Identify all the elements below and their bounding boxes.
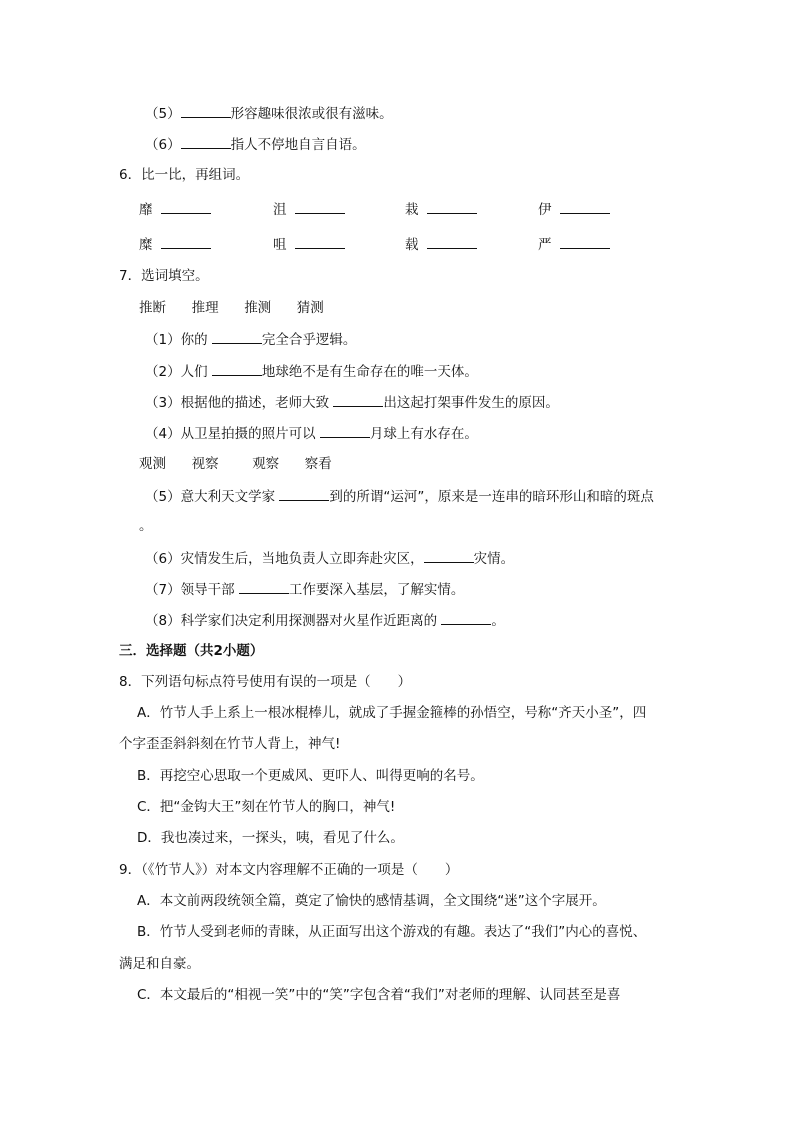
word-option: 推理 — [191, 300, 219, 316]
question-9-stem: 9．（《竹节人》）对本文内容理解不正确的一项是（ ） — [119, 862, 459, 878]
word-option: 猜测 — [296, 300, 324, 316]
compare-cell — [405, 200, 477, 219]
compare-cell — [273, 200, 345, 219]
item-prefix: （1）你的 — [145, 332, 212, 348]
answer-blank[interactable] — [427, 200, 477, 214]
item-text: 到的所谓“运河”，原来是一连串的暗环形山和暗的斑点 — [329, 489, 654, 505]
compare-cell — [273, 235, 345, 254]
character: 沮 — [273, 202, 287, 218]
question-6-title: 6．比一比，再组词。 — [119, 167, 250, 183]
q5-item-5 — [145, 104, 393, 123]
item-prefix: （6）灾情发生后，当地负责人立即奔赴灾区， — [145, 551, 424, 567]
q7-item-8 — [145, 611, 505, 630]
question-8-stem: 8．下列语句标点符号使用有误的一项是（ ） — [119, 674, 412, 690]
item-text: 地球绝不是有生命存在的唯一天体。 — [261, 364, 478, 380]
option-b[interactable]: B．竹节人受到老师的青睐，从正面写出这个游戏的有趣。表达了“我们”内心的喜悦、 — [137, 924, 647, 940]
answer-blank[interactable] — [560, 235, 610, 249]
answer-blank[interactable] — [212, 362, 262, 376]
q7-item-6 — [145, 549, 514, 568]
compare-cell — [538, 200, 610, 219]
character: 咀 — [273, 237, 287, 253]
answer-blank[interactable] — [181, 135, 231, 149]
item-text: 月球上有水存在。 — [369, 426, 478, 442]
option-c[interactable]: C．把“金钩大王”刻在竹节人的胸口，神气! — [137, 799, 396, 815]
item-text: 灾情。 — [473, 551, 515, 567]
option-a-continued: 个字歪歪斜斜刻在竹节人背上，神气! — [119, 736, 341, 752]
word-option: 察看 — [304, 456, 332, 472]
option-d[interactable]: D．我也凑过来，一探头，咦，看见了什么。 — [137, 830, 404, 846]
answer-blank[interactable] — [161, 200, 211, 214]
answer-blank[interactable] — [161, 235, 211, 249]
word-option: 视察 — [191, 456, 219, 472]
character: 载 — [405, 237, 419, 253]
q7-item-5 — [145, 487, 654, 506]
item-prefix: （5）意大利天文学家 — [145, 489, 280, 505]
answer-blank[interactable] — [441, 611, 491, 625]
item-text: 工作要深入基层，了解实情。 — [288, 582, 465, 598]
word-option: 观察 — [252, 456, 280, 472]
character: 糜 — [139, 237, 153, 253]
q7-item-1 — [145, 330, 356, 349]
compare-cell — [405, 235, 477, 254]
compare-cell — [139, 235, 211, 254]
item-text: 。 — [491, 613, 505, 629]
item-prefix: （4）从卫星拍摄的照片可以 — [145, 426, 320, 442]
word-option: 推断 — [139, 300, 166, 316]
answer-blank[interactable] — [239, 580, 289, 594]
item-prefix: （5） — [145, 106, 181, 122]
answer-blank[interactable] — [424, 549, 474, 563]
word-bank — [139, 299, 324, 317]
item-text: 形容趣味很浓或很有滋味。 — [230, 106, 393, 122]
q7-item-3 — [145, 393, 559, 412]
answer-blank[interactable] — [212, 330, 262, 344]
item-prefix: （3）根据他的描述，老师大致 — [145, 395, 334, 411]
q5-item-6 — [145, 135, 366, 154]
answer-blank[interactable] — [333, 393, 383, 407]
q7-item-4 — [145, 424, 478, 443]
option-b[interactable]: B．再挖空心思取一个更威风、更吓人、叫得更响的名号。 — [137, 768, 484, 784]
item-prefix: （2）人们 — [145, 364, 212, 380]
word-option: 观测 — [139, 456, 166, 472]
answer-blank[interactable] — [295, 235, 345, 249]
question-7-title: 7．选词填空。 — [119, 268, 209, 284]
q7-item-7 — [145, 580, 464, 599]
answer-blank[interactable] — [320, 424, 370, 438]
item-text: 完全合乎逻辑。 — [261, 332, 357, 348]
character: 严 — [538, 237, 552, 253]
answer-blank[interactable] — [181, 104, 231, 118]
item-prefix: （7）领导干部 — [145, 582, 239, 598]
option-a[interactable]: A．竹节人手上系上一根冰棍棒儿，就成了手握金箍棒的孙悟空，号称“齐天小圣”，四 — [137, 705, 647, 721]
compare-cell — [538, 235, 610, 254]
word-bank — [139, 455, 332, 473]
q7-item-5-continued: 。 — [139, 518, 153, 534]
item-text: 出这起打架事件发生的原因。 — [383, 395, 559, 411]
character: 栽 — [405, 202, 419, 218]
option-c[interactable]: C．本文最后的“相视一笑”中的“笑”字包含着“我们”对老师的理解、认同甚至是喜 — [137, 987, 621, 1003]
character: 伊 — [538, 202, 552, 218]
answer-blank[interactable] — [560, 200, 610, 214]
item-text: 指人不停地自言自语。 — [230, 137, 366, 153]
option-a[interactable]: A．本文前两段统领全篇，奠定了愉快的感情基调，全文围绕“迷”这个字展开。 — [137, 893, 606, 909]
q7-item-2 — [145, 362, 478, 381]
item-prefix: （6） — [145, 137, 181, 153]
compare-cell — [139, 200, 211, 219]
section-heading: 三．选择题（共2小题） — [119, 643, 264, 659]
answer-blank[interactable] — [427, 235, 477, 249]
answer-blank[interactable] — [295, 200, 345, 214]
answer-blank[interactable] — [279, 487, 329, 501]
option-b-continued: 满足和自豪。 — [119, 956, 200, 972]
character: 靡 — [139, 202, 153, 218]
item-prefix: （8）科学家们决定利用探测器对火星作近距离的 — [145, 613, 442, 629]
word-option: 推测 — [244, 300, 272, 316]
